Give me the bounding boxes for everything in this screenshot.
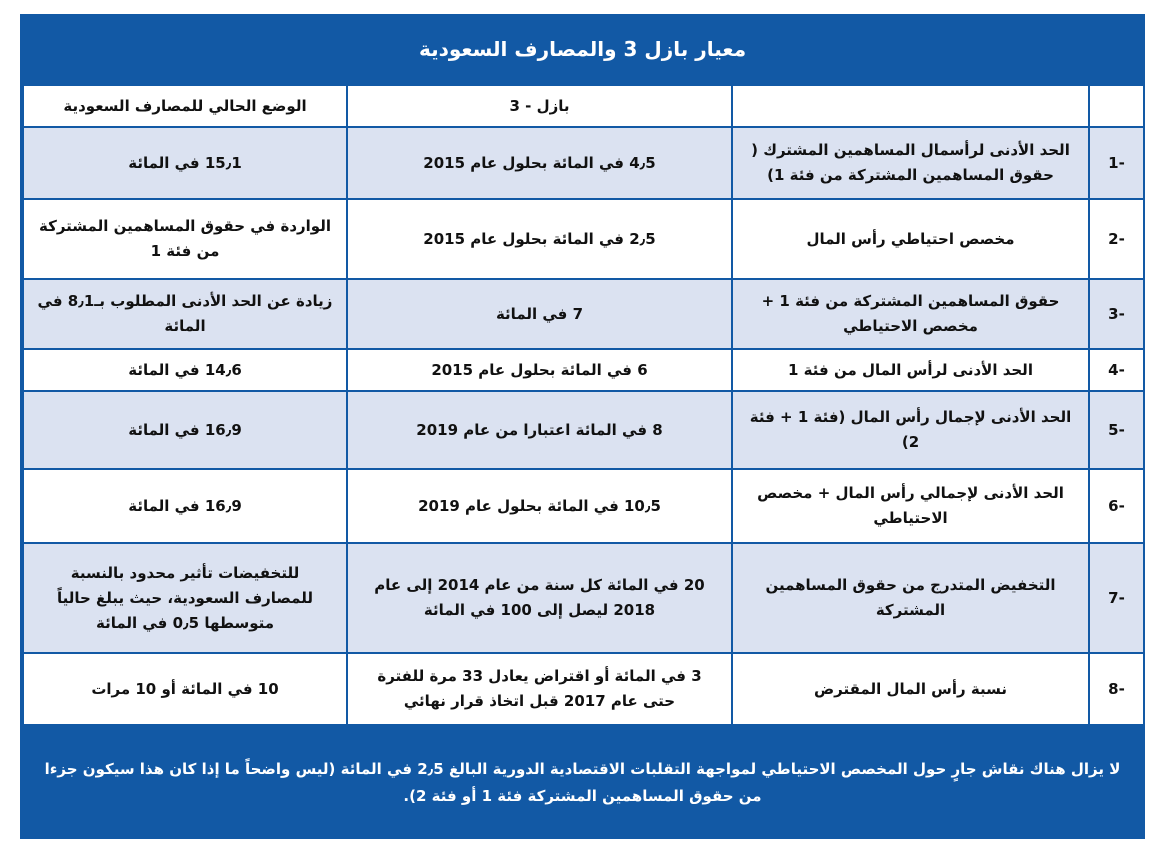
row-number: -4 <box>1089 349 1144 391</box>
row-item: حقوق المساهمين المشتركة من فئة 1 + مخصص الاحتياطي <box>732 279 1089 349</box>
table-row <box>23 543 1144 653</box>
row-basel3-value: 10٫5 في المائة بحلول عام 2019 <box>347 469 732 543</box>
row-number: -8 <box>1089 653 1144 725</box>
row-current-value: 10 في المائة أو 10 مرات <box>23 653 347 725</box>
row-basel3-value: 8 في المائة اعتبارا من عام 2019 <box>347 391 732 469</box>
row-current-value: للتخفيضات تأثير محدود بالنسبة للمصارف السعودية، حيث يبلغ حالياً متوسطها 0٫5 في المائة <box>23 543 347 653</box>
row-basel3-value: 6 في المائة بحلول عام 2015 <box>347 349 732 391</box>
row-number: -1 <box>1089 127 1144 199</box>
table-row <box>23 279 1144 349</box>
row-current-value: 14٫6 في المائة <box>23 349 347 391</box>
row-number: -5 <box>1089 391 1144 469</box>
row-item: الحد الأدنى لرأسمال المساهمين المشترك ( حقوق المساهمين المشتركة من فئة 1) <box>732 127 1089 199</box>
row-current-value: زيادة عن الحد الأدنى المطلوب بـ8٫1 في المائة <box>23 279 347 349</box>
table-row <box>23 199 1144 279</box>
row-basel3-value: 20 في المائة كل سنة من عام 2014 إلى عام 2018 ليصل إلى 100 في المائة <box>347 543 732 653</box>
row-item: التخفيض المتدرج من حقوق المساهمين المشتركة <box>732 543 1089 653</box>
row-number: -7 <box>1089 543 1144 653</box>
row-basel3-value: 3 في المائة أو اقتراض يعادل 33 مرة للفترة حتى عام 2017 قبل اتخاذ قرار نهائي <box>347 653 732 725</box>
row-current-value: 16٫9 في المائة <box>23 469 347 543</box>
table-frame <box>20 14 1145 839</box>
header-num-cell <box>1089 85 1144 127</box>
row-basel3-value: 2٫5 في المائة بحلول عام 2015 <box>347 199 732 279</box>
table-title: معيار بازل 3 والمصارف السعودية <box>418 37 747 61</box>
header-current-status: الوضع الحالي للمصارف السعودية <box>23 85 347 127</box>
header-item-cell <box>732 85 1089 127</box>
row-item: مخصص احتياطي رأس المال <box>732 199 1089 279</box>
row-number: -2 <box>1089 199 1144 279</box>
table-row <box>23 127 1144 199</box>
basel-table <box>22 84 1145 726</box>
table-row <box>23 391 1144 469</box>
row-number: -6 <box>1089 469 1144 543</box>
row-item: الحد الأدنى لإجمال رأس المال (فئة 1 + فئة 2) <box>732 391 1089 469</box>
row-item: نسبة رأس المال المقترض <box>732 653 1089 725</box>
row-basel3-value: 4٫5 في المائة بحلول عام 2015 <box>347 127 732 199</box>
header-row <box>23 85 1144 127</box>
row-item: الحد الأدنى لرأس المال من فئة 1 <box>732 349 1089 391</box>
row-current-value: 16٫9 في المائة <box>23 391 347 469</box>
table-row <box>23 349 1144 391</box>
table-row <box>23 469 1144 543</box>
header-basel3: بازل - 3 <box>347 85 732 127</box>
row-current-value: الواردة في حقوق المساهمين المشتركة من فئة 1 <box>23 199 347 279</box>
footnote: لا يزال هناك نقاش جارٍ حول المخصص الاحتياطي لمواجهة التقلبات الاقتصادية الدورية البالغ 2٫5 في المائة (ليس واضحاً ما إذا كان هذا سيكون جزءا من حقوق المساهمين المشتركة فئة 1 أو فئة 2). <box>44 759 1121 805</box>
row-number: -3 <box>1089 279 1144 349</box>
table-row <box>23 653 1144 725</box>
row-item: الحد الأدنى لإجمالي رأس المال + مخصص الاحتياطي <box>732 469 1089 543</box>
row-current-value: 15٫1 في المائة <box>23 127 347 199</box>
row-basel3-value: 7 في المائة <box>347 279 732 349</box>
